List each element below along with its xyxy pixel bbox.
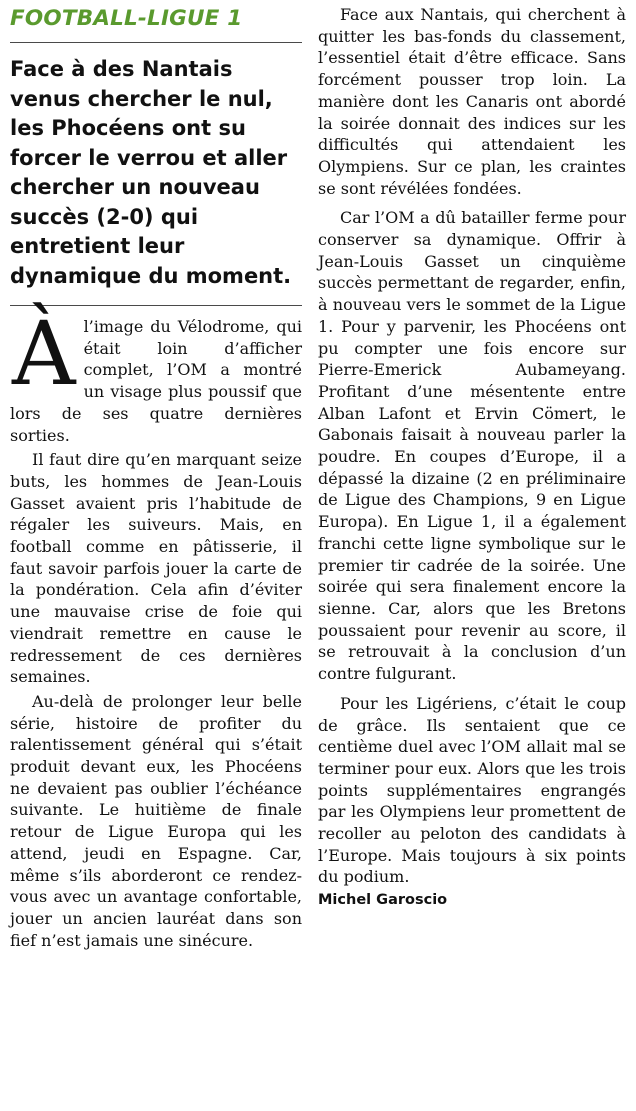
article-body-right	[318, 4, 626, 888]
article-paragraph: Il faut dire qu’en marquant seize buts, les hommes de Jean-Louis Gasset avaient pris l’habitude de régaler les suiveurs. Mais, en football comme en pâtisserie, il faut savoir parfois jouer la carte de la pondération. Cela afin d’éviter une mauvaise crise de foie qui viendrait remettre en cause le redressement de ces dernières semaines.	[10, 450, 302, 687]
article-paragraph: Au-delà de prolonger leur belle série, histoire de profiter du ralentissement général qui s’était produit devant eux, les Phocéens ne devaient pas oublier l’échéance suivante. Le huitième de finale retour de Ligue Europa qui les attend, jeudi en Espagne. Car, même s’ils aborderont ce rendez-vous avec un avantage confortable, jouer un ancien lauréat dans son fief n’est jamais une sinécure.	[10, 691, 302, 950]
left-column	[10, 4, 302, 951]
article-lead: Face à des Nantais venus chercher le nul, les Phocéens ont su forcer le verrou et aller chercher un nouveau succès (2-0) qui entretient leur dynamique du moment.	[10, 55, 302, 306]
article-paragraph: Àl’image du Vélodrome, qui était loin d’afficher complet, l’OM a montré un visage plus poussif que lors de ses quatre dernières sorties.	[10, 302, 302, 445]
author-signature: Michel Garoscio	[318, 892, 448, 909]
right-column	[318, 4, 626, 908]
article-body-left	[10, 302, 302, 951]
section-rubric: FOOTBALL-LIGUE 1	[10, 4, 302, 43]
article-paragraph: Pour les Ligériens, c’était le coup de grâce. Ils sentaient que ce centième duel avec l’OM allait mal se terminer pour eux. Alors que les trois points supplémentaires engrangés par les Olympiens leur promettent de recoller au peloton des candidats à l’Europe. Mais toujours à six points du podium.	[318, 693, 626, 887]
article-paragraph: Face aux Nantais, qui cherchent à quitter les bas-fonds du classement, l’essentiel était d’être efficace. Sans forcément pousser trop loin. La manière dont les Canaris ont abordé la soirée donnait des indices sur les difficultés qui attendaient les Olympiens. Sur ce plan, les craintes se sont révélées fondées.	[318, 5, 626, 198]
article-paragraph: Car l’OM a dû batailler ferme pour conserver sa dynamique. Offrir à Jean-Louis Gasset un cinquième succès permettant de regarder, enfin, à nouveau vers le sommet de la Ligue 1. Pour y parvenir, les Phocéens ont pu compter une fois encore sur Pierre-Emerick Aubameyang. Profitant d’une mésentente entre Alban Lafont et Ervin Cömert, le Gabonais faisait à nouveau parler la poudre. En coupes d’Europe, il a dépassé la dizaine (2 en préliminaire de Ligue des Champions, 9 en Ligue Europa). En Ligue 1, il a également franchi cette ligne symbolique sur le premier tir cadrée de la soirée. Une soirée qui sera finalement encore la sienne. Car, alors que les Bretons poussaient pour revenir au score, il se retrouvait à la conclusion d’un contre fulgurant.	[318, 208, 626, 684]
drop-cap: À	[12, 302, 76, 405]
